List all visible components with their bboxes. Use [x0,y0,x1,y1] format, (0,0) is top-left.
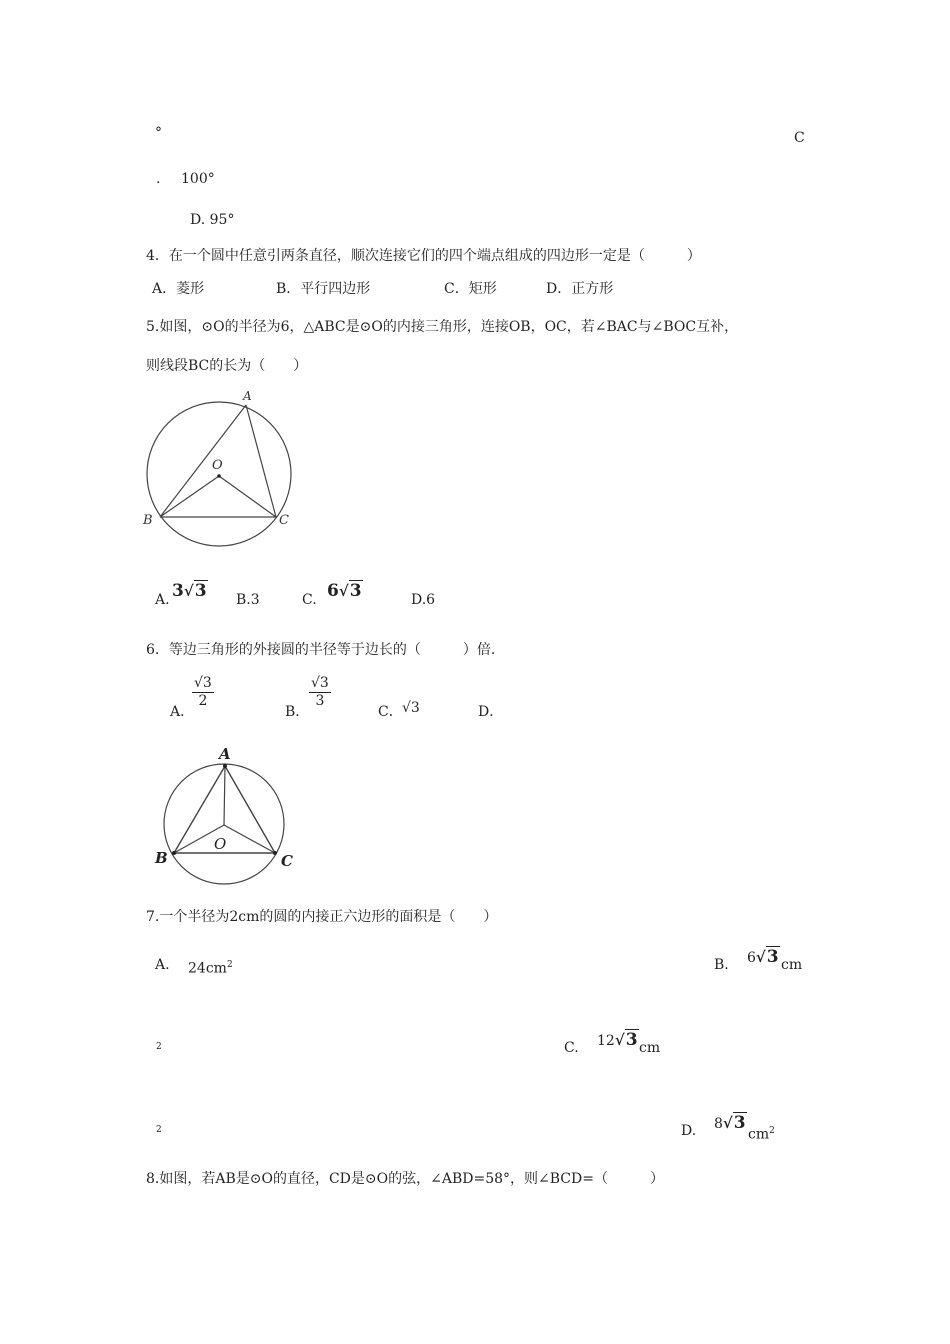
q7-option-b-superscript: 2 [156,1042,162,1052]
q6-label-a: A [219,745,231,763]
q5-segment-oc [219,476,276,517]
q6-segment-oa [224,766,225,825]
q5-segment-ob [160,476,219,517]
radical-sign: √ [183,582,194,600]
denominator: 2 [198,693,208,709]
option-c-dot: . [156,171,161,187]
q5-center-dot [217,474,221,478]
q5-segment-ba [160,405,246,517]
option-d: D. 95° [190,212,235,228]
coefficient: 12 [597,1033,615,1049]
q7-option-c-prefix: C. [564,1040,579,1056]
q6-vertex-a-dot [223,764,227,768]
q5-option-c-prefix: C. [302,592,317,608]
q7-stem: 7.一个半径为2cm的圆的内接正六边形的面积是（ ） [146,909,498,925]
numerator: √3 [311,675,329,691]
numerator: √3 [194,675,212,691]
q4-option-b: B．平行四边形 [276,281,371,297]
q5-label-o: O [212,458,223,473]
radicand: 3 [766,947,779,967]
q5-label-b: B [143,513,153,528]
coefficient: 8 [714,1116,723,1132]
q4-option-d: D．正方形 [546,281,614,297]
q5-option-a-value [172,580,208,602]
coefficient: 3 [172,581,184,601]
q7-option-b-value [747,946,780,969]
q7-option-c-value [597,1029,639,1052]
q6-option-c-value: √3 [402,700,420,716]
value-text: 24cm [188,960,227,977]
radicand: 3 [349,581,362,601]
q7-option-a-prefix: A. [155,957,170,973]
option-c-value: 100° [181,171,215,187]
q6-label-o: O [214,835,227,853]
q5-segment-ac [246,405,276,517]
denominator: 3 [315,693,325,709]
coefficient: 6 [747,950,756,966]
q7-option-c-superscript: 2 [156,1125,162,1135]
radicand: 3 [733,1113,746,1133]
q6-option-b-fraction [309,675,331,710]
q5-stem-line1: 5.如图，⊙O的半径为6，△ABC是⊙O的内接三角形，连接OB，OC，若∠BAC与∠BOC互补， [146,319,739,335]
radical-sign: √ [614,1031,625,1049]
q7-option-d-unit [748,1122,775,1144]
radical-sign: √ [338,582,349,600]
radical-sign: √ [722,1114,733,1132]
q6-option-d-prefix: D． [478,704,504,720]
q6-label-b: B [155,849,168,867]
q6-option-a-fraction [192,675,214,710]
unit-text: cm [748,1126,770,1143]
q6-figure [152,740,302,890]
q4-option-c: C．矩形 [444,281,497,297]
coefficient: 6 [327,581,339,601]
q8-stem: 8.如图，若AB是⊙O的直径，CD是⊙O的弦，∠ABD=58°，则∠BCD=（ ） [146,1171,664,1187]
q5-circle [147,402,291,546]
q6-vertex-b-dot [172,851,176,855]
q4-option-a: A．菱形 [152,281,205,297]
q7-option-d-prefix: D. [681,1123,697,1139]
q5-option-a-prefix: A. [155,592,170,608]
q5-option-b: B.3 [236,592,260,608]
q5-stem-line2: 则线段BC的长为（ ） [146,358,308,374]
q7-option-d-value [714,1112,747,1135]
superscript: 2 [226,960,233,970]
option-c-letter: C [794,130,805,146]
q7-option-c-unit: cm [639,1040,661,1056]
q4-stem: 4．在一个圆中任意引两条直径，顺次连接它们的四个端点组成的四边形一定是（ ） [146,248,701,264]
q5-figure [138,385,308,555]
q6-vertex-c-dot [273,851,277,855]
q7-option-b-unit: cm [781,957,803,973]
q7-option-a-value [188,956,233,978]
radical-sign: √ [755,948,766,966]
superscript: 2 [769,1126,775,1136]
q5-option-d: D.6 [411,592,436,608]
q6-option-a-prefix: A． [170,704,195,720]
q5-option-c-value [327,580,363,602]
q6-label-c: C [281,852,293,870]
q6-option-c-prefix: C． [378,704,403,720]
q6-option-b-prefix: B． [285,704,310,720]
q5-label-a: A [243,389,252,403]
radicand: 3 [194,581,207,601]
q7-option-b-prefix: B. [714,957,729,973]
q5-label-c: C [279,513,289,528]
radicand: 3 [625,1030,638,1050]
degree-fragment: ° [155,125,162,141]
q6-stem: 6．等边三角形的外接圆的半径等于边长的（ ）倍. [146,642,496,658]
